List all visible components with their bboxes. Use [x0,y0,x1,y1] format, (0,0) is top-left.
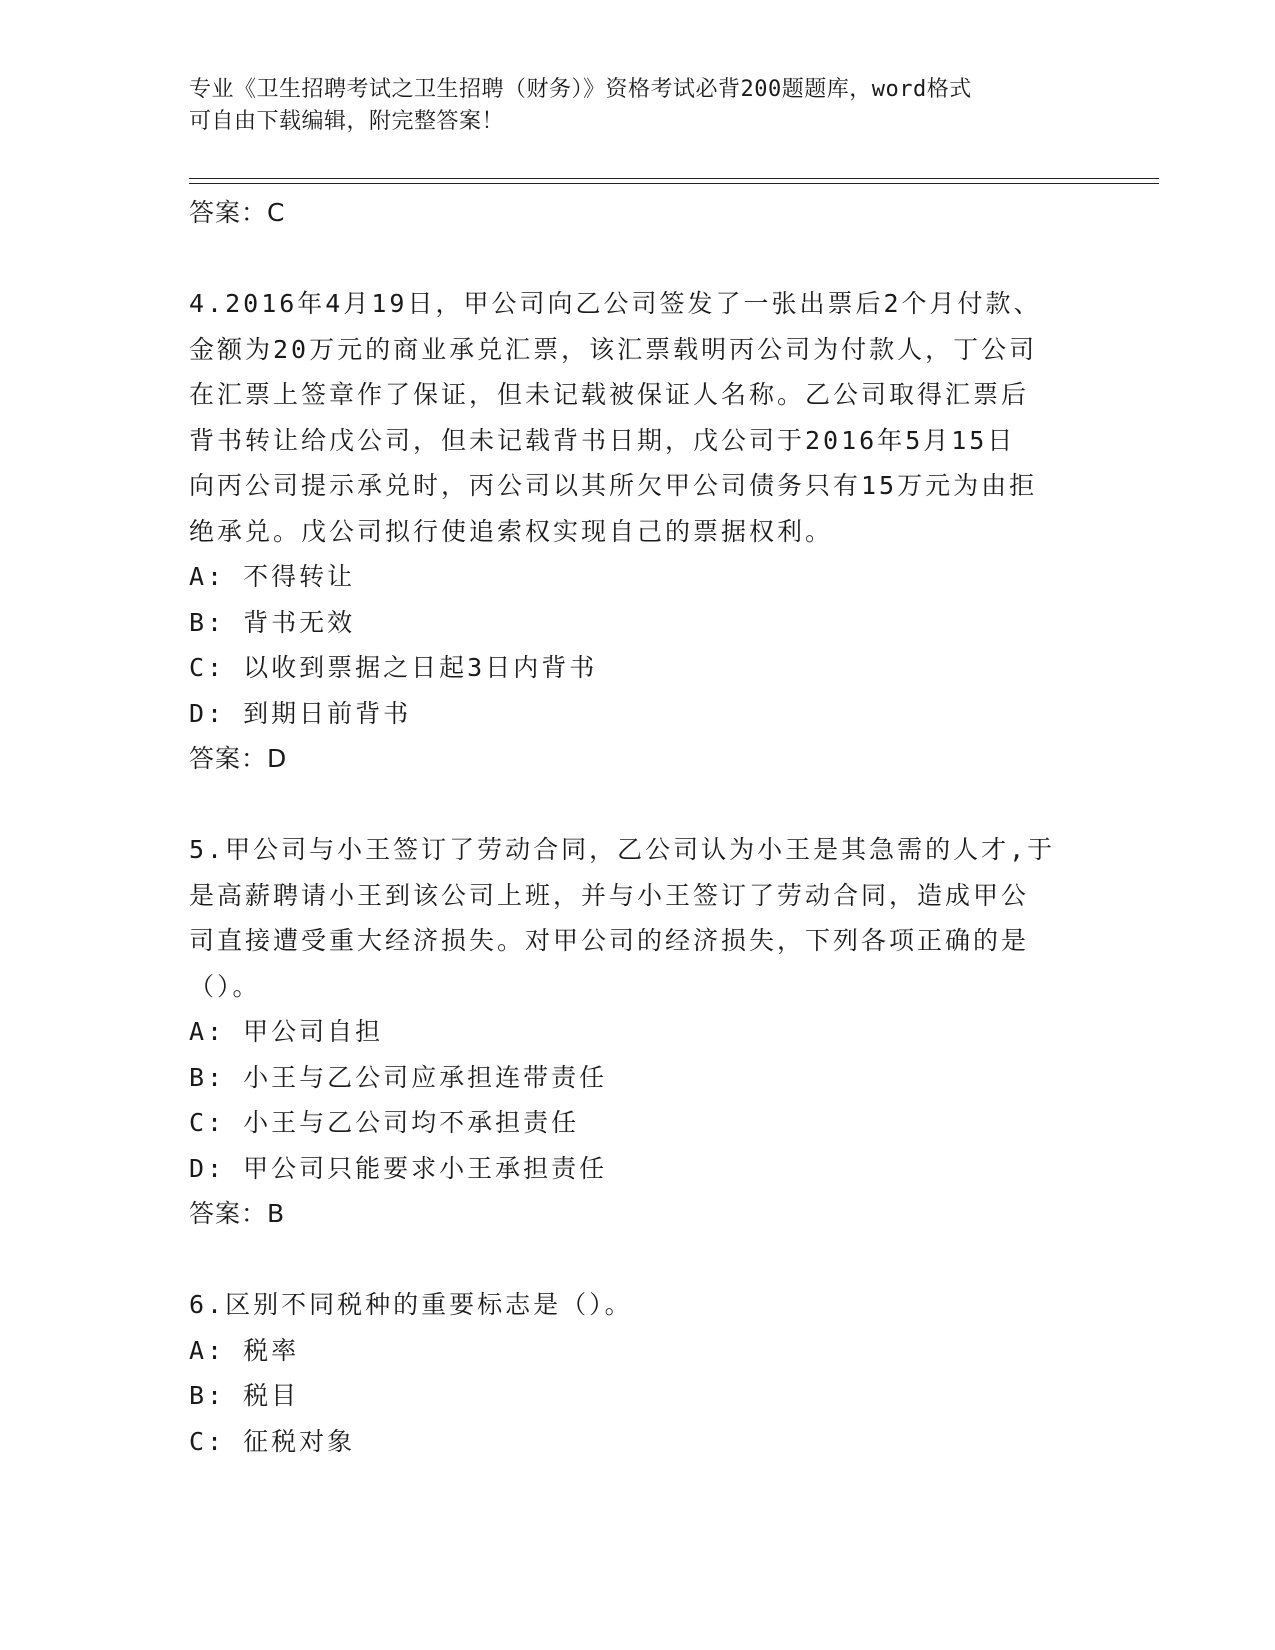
option-c: C: 以收到票据之日起3日内背书 [189,653,598,682]
question-6 [189,1282,1089,1464]
header-divider-bottom [189,183,1159,184]
header-divider-top [189,178,1159,179]
answer-label: 答案：B [189,1199,286,1228]
option-b: B: 税目 [189,1381,300,1410]
option-b: B: 背书无效 [189,607,356,637]
question-text-line: 金额为20万元的商业承兑汇票，该汇票载明丙公司为付款人，丁公司 [189,334,1038,364]
spacer [189,236,1089,282]
question-text-line: 绝承兑。戊公司拟行使追索权实现自己的票据权利。 [189,516,834,546]
header-line-2: 可自由下载编辑，附完整答案！ [189,109,505,134]
option-a: A: 不得转让 [189,562,356,591]
question-5 [189,827,1089,1237]
option-a: A: 甲公司自担 [189,1017,384,1046]
option-a: A: 税率 [189,1335,300,1365]
question-text-line: 在汇票上签章作了保证，但未记载被保证人名称。乙公司取得汇票后 [189,380,1030,409]
document-body [189,190,1089,1464]
question-text-line: 是高薪聘请小王到该公司上班，并与小王签订了劳动合同，造成甲公 [189,880,1030,910]
document-header [189,74,1089,138]
option-b: B: 小王与乙公司应承担连带责任 [189,1062,608,1092]
answer-label: 答案：C [189,198,286,227]
question-4 [189,281,1089,782]
question-text-line: 向丙公司提示承兑时，丙公司以其所欠甲公司债务只有15万元为由拒 [189,471,1038,500]
option-d: D: 到期日前背书 [189,698,412,728]
spacer [189,1237,1089,1283]
option-d: D: 甲公司只能要求小王承担责任 [189,1153,608,1183]
question-text-line: 6.区别不同税种的重要标志是（）。 [189,1290,633,1319]
header-line-1: 专业《卫生招聘考试之卫生招聘（财务）》资格考试必背200题题库，word格式 [189,77,972,102]
option-c: C: 小王与乙公司均不承担责任 [189,1108,580,1137]
question-text-line: 司直接遭受重大经济损失。对甲公司的经济损失，下列各项正确的是 [189,926,1030,955]
question-text-line: 4.2016年4月19日，甲公司向乙公司签发了一张出票后2个月付款、 [189,289,1042,318]
answer-label: 答案：D [189,744,288,773]
question-text-line: 背书转让给戊公司，但未记载背书日期，戊公司于2016年5月15日 [189,425,1016,455]
question-text-line: 5.甲公司与小王签订了劳动合同，乙公司认为小王是其急需的人才,于 [189,835,1056,864]
spacer [189,782,1089,828]
option-c: C: 征税对象 [189,1426,356,1456]
question-text-line: （）。 [189,971,261,1001]
